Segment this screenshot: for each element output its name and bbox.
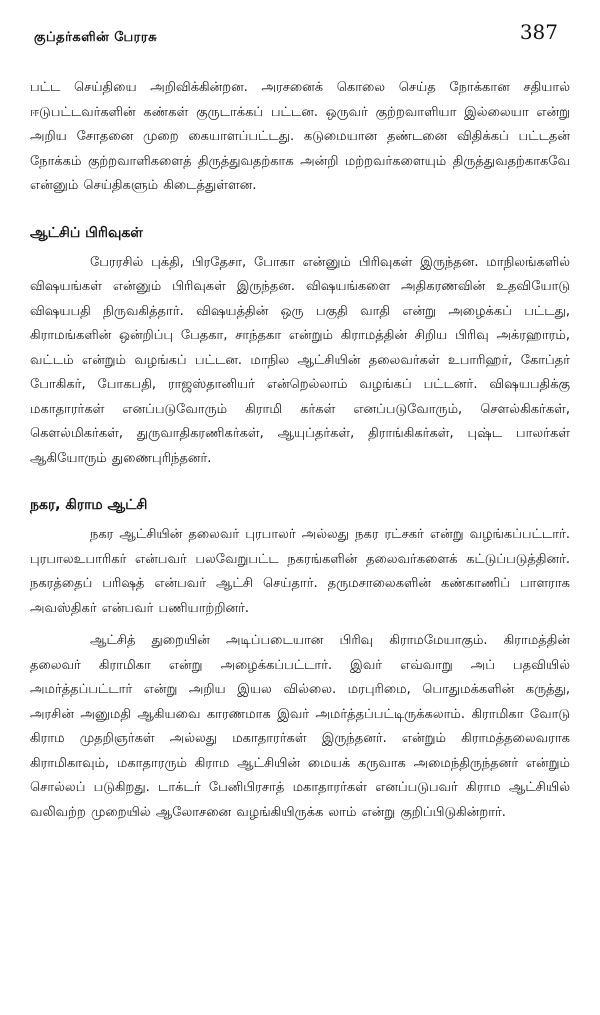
administrative-divisions-paragraph: பேரரசில் புக்தி, பிரதேசா, போகா என்னும் பிரிவுகள் இருந்தன. மாநிலங்களில் விஷயங்கள் என்னும் பிரிவுகள் இருந்தன. விஷயங்களை அதிகரணவின் உதவியோடு விஷயபதி நிருவகித்தார். விஷயத்தின் ஒரு பகுதி வாதி என்று அழைக்கப் பட்டது, கிராமங்களின் ஒன்றிப்பு பேதகா, சாந்தகா என்றும் கிராமத்தின் சிறிய பிரிவு அக்ரஹாரம், வட்டம் என்றும் வழங்கப் பட்டன. மாநில ஆட்சியின் தலைவர்கள் உபாரிஹர், கோப்தர் போகிகர், போகபதி, ராஜஸ்தானியர் என்றெல்லாம் வழங்கப் பட்டனர். விஷயபதிக்கு மகாதாரர்கள் எனப்படுவோரும் கிராமி கர்கள் எனப்படுவோரும், சௌல்கிகர்கள், கௌல்மிகர்கள், துருவாதிகரணிகர்கள், ஆயுப்தர்கள், திராங்கிகர்கள், புஷ்ட பாலர்கள் ஆகியோரும் துணைபுரிந்தனர். (30, 254, 570, 466)
page-number: 387 (519, 20, 558, 44)
intro-paragraph: பட்ட செய்தியை அறிவிக்கின்றன. அரசனைக் கொலை செய்த நோக்கான சதியால் ஈடுபட்டவர்களின் கண்கள் குருடாக்கப் பட்டன. ஒருவர் குற்றவாளியா இல்லையா என்று அறிய சோதனை முறை கையாளப்பட்டது. கடுமையான தண்டனை விதிக்கப் பட்டதன் நோக்கம் குற்றவாளிகளைத் திருத்துவதற்காக அன்றி மற்றவர்களையும் திருத்துவதற்காகவே என்னும் செய்திகளும் கிடைத்துள்ளன. (30, 80, 570, 193)
section-heading-administrative-divisions: ஆட்சிப் பிரிவுகள் (30, 224, 143, 241)
section-heading-town-village-administration: நகர, கிராம ஆட்சி (30, 497, 148, 513)
running-title: குப்தர்களின் பேரரசு (34, 30, 158, 45)
running-head (30, 20, 570, 58)
town-administration-paragraph: நகர ஆட்சியின் தலைவர் புரபாலர் அல்லது நகர ரட்சகர் என்று வழங்கப்பட்டார். புரபாலஉபாரிகர் என்பவர் பலவேறுபட்ட நகரங்களின் தலைவர்களைக் கட்டுப்படுத்தினர். நகரத்தைப் பரிஷத் என்பவர் ஆட்சி செய்தார். தருமசாலைகளின் கண்காணிப் பாளராக அவஸ்திகர் என்பவர் பணியாற்றினர். (30, 527, 570, 616)
village-administration-paragraph: ஆட்சித் துறையின் அடிப்படையான பிரிவு கிராமமேயாகும். கிராமத்தின் தலைவர் கிராமிகா என்று அழைக்கப்பட்டார். இவர் எவ்வாறு அப் பதவியில் அமர்த்தப்பட்டார் என்று அறிய இயல வில்லை. மரபுரிமை, பொதுமக்களின் கருத்து, அரசின் அனுமதி ஆகியவை காரணமாக இவர் அமர்த்தப்பட்டிருக்கலாம். கிராமிகா வோடு கிராம முதறிஞர்கள் அல்லது மகாதாரர்கள் இருந்தனர். என்றும் கிராமத்தலைவராக கிராமிகாவும், மகாதாரரும் கிராம ஆட்சியின் மையக் கருவாக அமைந்திருந்தனர் என்றும் சொல்லப் படுகிறது. டாக்டர் பேனிபிரசாத் மகாதாரர்கள் எனப்படுபவர் கிராம ஆட்சியில் வலிவற்ற முறையில் ஆலோசனை வழங்கியிருக்க லாம் என்று குறிப்பிடுகின்றார். (30, 633, 570, 820)
body-text (30, 76, 570, 825)
